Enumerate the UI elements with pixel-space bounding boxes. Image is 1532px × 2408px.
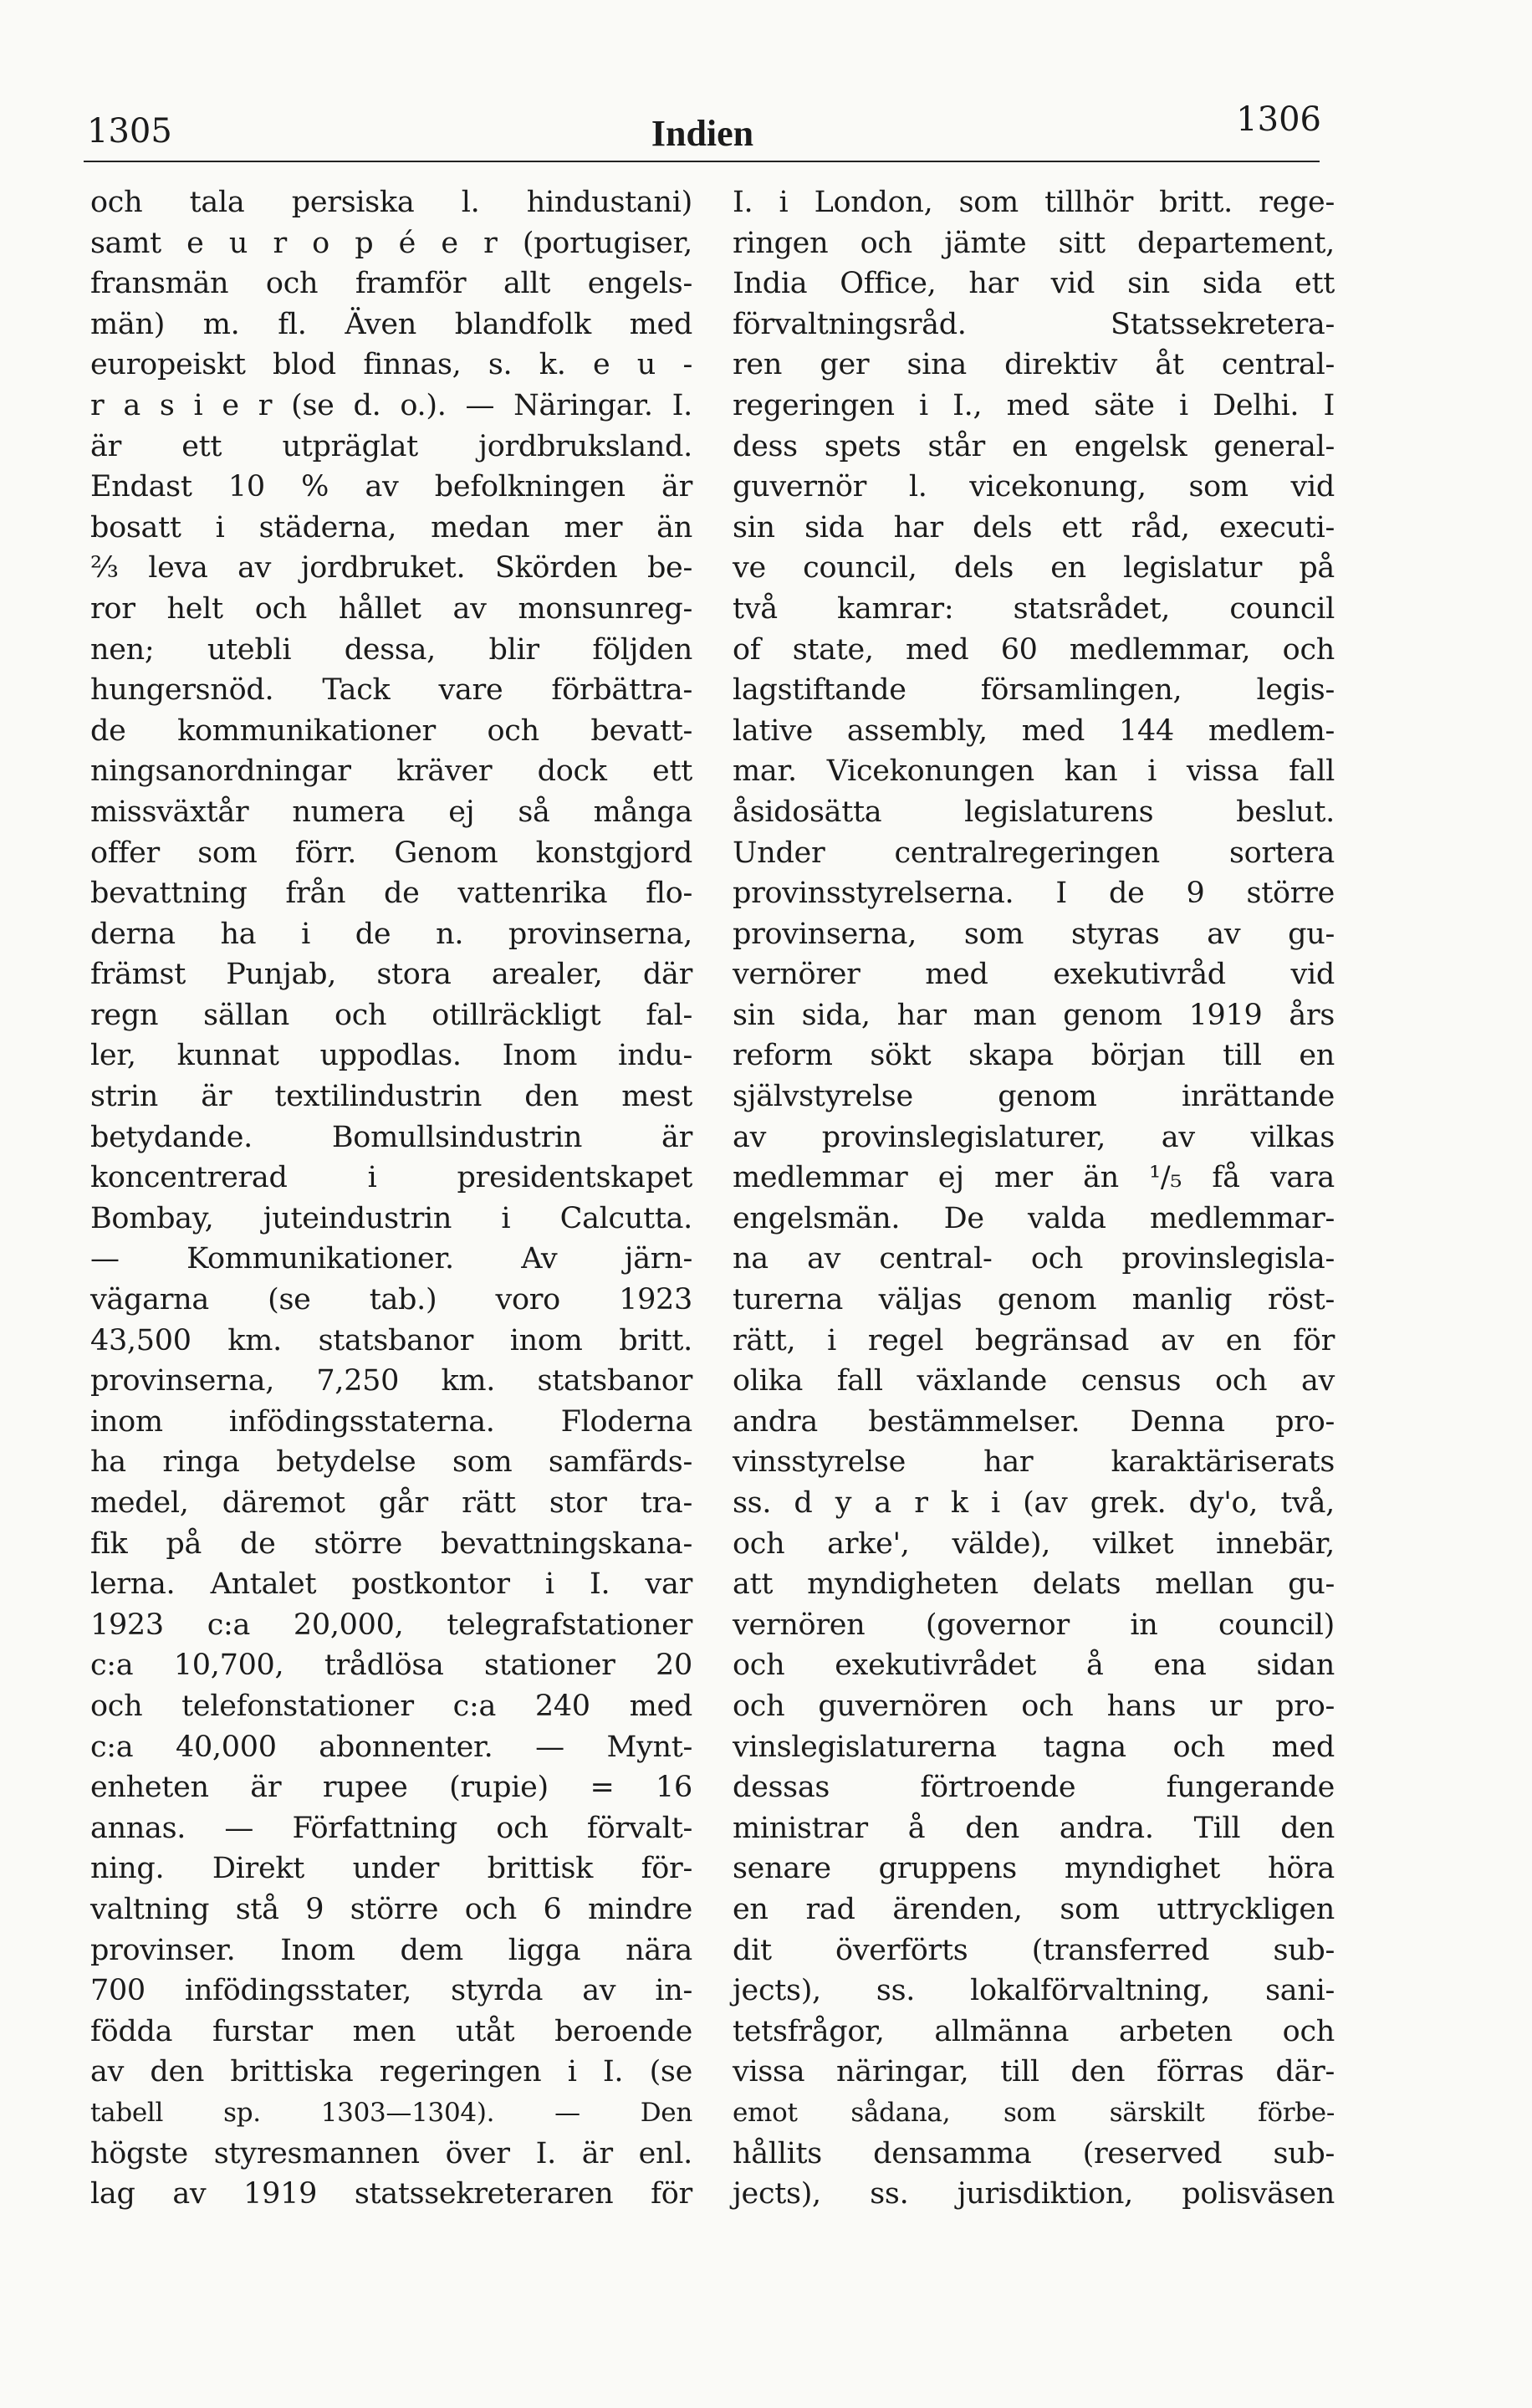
text-line: dess spets står en engelsk general- — [733, 429, 1335, 463]
text-line: ningsanordningar kräver dock ett — [90, 754, 692, 789]
text-line: Bombay, juteindustrin i Calcutta. — [90, 1201, 692, 1235]
text-line: fik på de större bevattningskana- — [90, 1526, 692, 1561]
text-line: sin sida, har man genom 1919 års — [733, 998, 1335, 1032]
text-line: inom infödingsstaterna. Floderna — [90, 1404, 692, 1439]
text-line: Endast 10 % av befolkningen är — [90, 470, 692, 504]
text-line: ringen och jämte sitt departement, — [733, 226, 1335, 260]
text-line: of state, med 60 medlemmar, och — [733, 632, 1335, 667]
text-line: senare gruppens myndighet höra — [733, 1852, 1335, 1886]
text-line: vernörer med exekutivråd vid — [733, 958, 1335, 992]
text-line: hungersnöd. Tack vare förbättra- — [90, 673, 692, 708]
text-line: ve council, dels en legislatur på — [733, 551, 1335, 585]
running-title: Indien — [651, 113, 754, 154]
text-line: ren ger sina direktiv åt central- — [733, 348, 1335, 382]
text-line: ning. Direkt under brittisk för- — [90, 1852, 692, 1886]
text-line: strin är textilindustrin den mest — [90, 1080, 692, 1114]
text-line: jects), ss. lokalförvaltning, sani- — [733, 1974, 1335, 2008]
text-line: tetsfrågor, allmänna arbeten och — [733, 2014, 1335, 2048]
text-line: åsidosätta legislaturens beslut. — [733, 795, 1335, 829]
text-line: provinsstyrelserna. I de 9 större — [733, 877, 1335, 911]
text-line: valtning stå 9 större och 6 mindre — [90, 1892, 692, 1926]
text-line: ror helt och hållet av monsunreg- — [90, 591, 692, 626]
text-line: Under centralregeringen sortera — [733, 836, 1335, 870]
text-line: fransmän och framför allt engels- — [90, 267, 692, 301]
text-line: mar. Vicekonungen kan i vissa fall — [733, 754, 1335, 789]
header-rule — [84, 161, 1320, 162]
text-line: födda furstar men utåt beroende — [90, 2014, 692, 2048]
text-line: lative assembly, med 144 medlem- — [733, 713, 1335, 748]
text-line: och guvernören och hans ur pro- — [733, 1689, 1335, 1723]
page-header — [84, 100, 1321, 159]
text-line: tabell sp. 1303—1304). — Den — [90, 2097, 692, 2128]
text-line: vernören (governor in council) — [733, 1608, 1335, 1642]
text-line: provinser. Inom dem ligga nära — [90, 1933, 692, 1967]
text-line: enheten är rupee (rupie) = 16 — [90, 1771, 692, 1805]
text-line: ler, kunnat uppodlas. Inom indu- — [90, 1039, 692, 1073]
text-line: regn sällan och otillräckligt fal- — [90, 998, 692, 1032]
text-line: dit överförts (transferred sub- — [733, 1933, 1335, 1967]
text-line: nen; utebli dessa, blir följden — [90, 632, 692, 667]
text-line: är ett utpräglat jordbruksland. — [90, 429, 692, 463]
text-line: r a s i e r (se d. o.). — Näringar. I. — [90, 388, 692, 422]
text-line: ha ringa betydelse som samfärds- — [90, 1445, 692, 1480]
right-column — [733, 182, 1335, 2215]
text-line: av provinslegislaturer, av vilkas — [733, 1120, 1335, 1154]
text-line: emot sådana, som särskilt förbe- — [733, 2097, 1335, 2128]
text-line: ⅔ leva av jordbruket. Skörden be- — [90, 551, 692, 585]
text-line: guvernör l. vicekonung, som vid — [733, 470, 1335, 504]
text-line: betydande. Bomullsindustrin är — [90, 1120, 692, 1154]
text-line: vägarna (se tab.) voro 1923 — [90, 1283, 692, 1317]
text-line: två kamrar: statsrådet, council — [733, 591, 1335, 626]
text-line: förvaltningsråd. Statssekretera- — [733, 307, 1335, 341]
text-line: och exekutivrådet å ena sidan — [733, 1649, 1335, 1683]
text-line: 1923 c:a 20,000, telegrafstationer — [90, 1608, 692, 1642]
left-page-number: 1305 — [87, 112, 172, 151]
text-line: män) m. fl. Även blandfolk med — [90, 307, 692, 341]
right-page-number: 1306 — [1236, 100, 1321, 139]
text-line: att myndigheten delats mellan gu- — [733, 1567, 1335, 1602]
text-line: missväxtår numera ej så många — [90, 795, 692, 829]
text-line: jects), ss. jurisdiktion, polisväsen — [733, 2177, 1335, 2211]
text-line: andra bestämmelser. Denna pro- — [733, 1404, 1335, 1439]
text-line: samt e u r o p é e r (portugiser, — [90, 226, 692, 260]
text-line: och tala persiska l. hindustani) — [90, 186, 692, 219]
text-line: 700 infödingsstater, styrda av in- — [90, 1974, 692, 2008]
text-line: c:a 40,000 abonnenter. — Mynt- — [90, 1730, 692, 1764]
text-line: självstyrelse genom inrättande — [733, 1080, 1335, 1114]
text-line: lag av 1919 statssekreteraren för — [90, 2177, 692, 2211]
text-line: vinslegislaturerna tagna och med — [733, 1730, 1335, 1764]
text-line: lerna. Antalet postkontor i I. var — [90, 1567, 692, 1602]
text-line: europeiskt blod finnas, s. k. e u - — [90, 348, 692, 382]
text-line: reform sökt skapa början till en — [733, 1039, 1335, 1073]
text-line: sin sida har dels ett råd, executi- — [733, 510, 1335, 544]
text-line: medlemmar ej mer än ¹/₅ få vara — [733, 1161, 1335, 1195]
text-line: hållits densamma (reserved sub- — [733, 2136, 1335, 2170]
text-line: provinserna, 7,250 km. statsbanor — [90, 1364, 692, 1398]
text-line: annas. — Författning och förvalt- — [90, 1811, 692, 1845]
text-line: engelsmän. De valda medlemmar- — [733, 1201, 1335, 1235]
text-line: India Office, har vid sin sida ett — [733, 267, 1335, 301]
text-line: de kommunikationer och bevatt- — [90, 713, 692, 748]
text-line: provinserna, som styras av gu- — [733, 917, 1335, 951]
text-line: bosatt i städerna, medan mer än — [90, 510, 692, 544]
text-line: — Kommunikationer. Av järn- — [90, 1242, 692, 1276]
text-line: medel, däremot går rätt stor tra- — [90, 1486, 692, 1520]
text-line: dessas förtroende fungerande — [733, 1771, 1335, 1805]
text-line: turerna väljas genom manlig röst- — [733, 1283, 1335, 1317]
text-line: lagstiftande församlingen, legis- — [733, 673, 1335, 708]
text-line: främst Punjab, stora arealer, där — [90, 958, 692, 992]
text-line: en rad ärenden, som uttryckligen — [733, 1892, 1335, 1926]
text-line: 43,500 km. statsbanor inom britt. — [90, 1323, 692, 1357]
text-line: av den brittiska regeringen i I. (se — [90, 2055, 692, 2089]
text-line: koncentrerad i presidentskapet — [90, 1161, 692, 1195]
text-line: na av central- och provinslegisla- — [733, 1242, 1335, 1276]
text-line: offer som förr. Genom konstgjord — [90, 836, 692, 870]
text-line: vinsstyrelse har karaktäriserats — [733, 1445, 1335, 1480]
text-line: c:a 10,700, trådlösa stationer 20 — [90, 1649, 692, 1683]
text-line: vissa näringar, till den förras där- — [733, 2055, 1335, 2089]
text-line: bevattning från de vattenrika flo- — [90, 877, 692, 911]
text-line: rätt, i regel begränsad av en för — [733, 1323, 1335, 1357]
text-line: olika fall växlande census och av — [733, 1364, 1335, 1398]
text-line: högste styresmannen över I. är enl. — [90, 2136, 692, 2170]
text-line: regeringen i I., med säte i Delhi. I — [733, 388, 1335, 422]
text-line: I. i London, som tillhör britt. rege- — [733, 186, 1335, 219]
text-line: och telefonstationer c:a 240 med — [90, 1689, 692, 1723]
left-column — [90, 182, 692, 2215]
text-line: ministrar å den andra. Till den — [733, 1811, 1335, 1845]
text-line: ss. d y a r k i (av grek. dy'o, två, — [733, 1486, 1335, 1520]
text-line: och arke', välde), vilket innebär, — [733, 1526, 1335, 1561]
text-line: derna ha i de n. provinserna, — [90, 917, 692, 951]
